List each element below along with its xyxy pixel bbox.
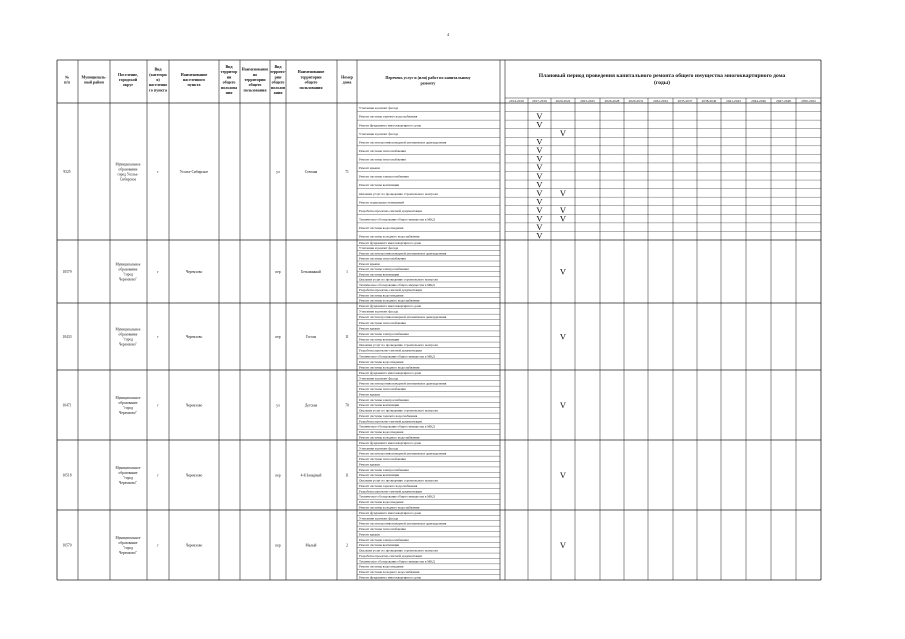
service-item: Ремонт системы электроснабжения <box>359 537 409 542</box>
service-item: Техническое обследование общего имущества в МКД <box>359 217 435 222</box>
service-item: Ремонт систем противопожарной автоматики и дымоудаления <box>359 140 447 145</box>
service-item: Ремонт системы электроснабжения <box>359 267 409 272</box>
service-item: Ремонт систем противопожарной автоматики и дымоудаления <box>359 315 447 320</box>
header-street_name-label: общего <box>304 79 318 85</box>
header-terr_type-label: общего <box>222 79 236 85</box>
service-item: Оказание услуг по проведению строительного контроля <box>359 277 438 282</box>
service-item: Ремонт системы холодного водоснабжения <box>359 234 420 239</box>
header-terr_type-label: Вид <box>225 64 233 69</box>
plan-mark-v: V <box>536 196 543 207</box>
plan-mark-v: V <box>559 127 567 138</box>
service-item: Ремонт крыши <box>359 532 380 537</box>
row-settlement: город Усолье- <box>117 172 139 177</box>
service-item: Ремонт системы холодного водоснабжения <box>359 298 420 303</box>
service-item: Ремонт систем противопожарной автоматики и дымоудаления <box>359 451 447 456</box>
header-terr_name-label: пользования <box>243 87 267 93</box>
service-item: Разработка проектно-сметной документации <box>359 553 422 558</box>
service-item: Ремонт системы холодного водоснабжения <box>359 570 420 575</box>
row-locality: Черемхово <box>185 270 203 274</box>
service-item: Ремонт системы вентиляции <box>359 403 400 408</box>
year-header: 2044-2046 <box>751 99 766 103</box>
service-item: Оказание услуг по проведению строительного контроля <box>359 408 438 413</box>
service-item: Ремонт фундамента многоквартирного дома <box>359 240 422 245</box>
service-item: Техническое обследование общего имущества в МКД <box>359 282 435 287</box>
service-item: Ремонт системы теплоснабжения <box>359 457 406 462</box>
service-item: Ремонт системы водоотведения <box>359 293 404 298</box>
service-item: Техническое обследование общего имущества в МКД <box>359 354 435 359</box>
row-settlement: Муниципальное <box>115 327 141 332</box>
service-item: Ремонт системы водоотведения <box>359 226 404 231</box>
service-item: Ремонт системы теплоснабжения <box>359 320 406 325</box>
row-house: 2 <box>346 543 348 548</box>
header-terr_name-label: Наименование <box>241 66 269 72</box>
header-type-label: Вид <box>154 66 162 72</box>
plan-mark-v: V <box>536 110 543 121</box>
row-settlement: Черемхово" <box>119 411 137 415</box>
row-settlement: Муниципальное <box>115 536 141 540</box>
row-settlement: Сибирское <box>119 177 137 182</box>
service-item: Ремонт системы теплоснабжения <box>359 256 406 261</box>
service-item: Ремонт системы теплоснабжения <box>359 387 406 392</box>
year-header: 2014-2016 <box>509 99 524 103</box>
row-settlement: Черемхово" <box>119 551 137 555</box>
service-item: Ремонт системы горячего водоснабжения <box>359 483 418 488</box>
plan-mark-v: V <box>559 331 567 342</box>
plan-mark-v: V <box>559 540 567 550</box>
header-period-label: (годы) <box>654 80 670 86</box>
year-header: 2020-2022 <box>555 99 571 103</box>
service-item: Ремонт крыши <box>359 392 380 397</box>
service-item: Техническое обследование общего имущества в МКД <box>359 424 435 429</box>
plan-mark-v: V <box>536 145 543 156</box>
plan-mark-v: V <box>536 205 543 216</box>
service-item: Утепление и ремонт фасада <box>359 446 399 451</box>
service-item: Ремонт крыши <box>359 326 380 331</box>
service-item: Ремонт системы электроснабжения <box>359 397 409 402</box>
row-street-type: пер <box>275 473 281 478</box>
header-municipal-label: ный район <box>84 79 104 85</box>
plan-mark-v: V <box>536 222 543 233</box>
table-grid <box>57 60 821 580</box>
service-item: Техническое обследование общего имущества в МКД <box>359 494 435 499</box>
header-street_type-label: пользов <box>270 84 286 90</box>
row-street-type: пер <box>275 270 281 274</box>
header-street_type-label: общего <box>271 79 285 85</box>
year-header: 2035-2037 <box>677 99 693 103</box>
header-terr_type-label: территор <box>220 69 238 75</box>
service-item: Разработка проектно-сметной документации <box>359 288 422 293</box>
plan-mark-v: V <box>536 153 543 164</box>
service-item: Оказание услуг по проведению строительного контроля <box>359 548 438 553</box>
row-settlement: образование <box>118 167 138 172</box>
row-settlement: образование <box>118 541 138 545</box>
header-locality-label: пункта <box>187 82 201 88</box>
plan-mark-v: V <box>559 470 567 480</box>
service-item: Ремонт системы водоотведения <box>359 359 404 364</box>
service-item: Ремонт системы водоотведения <box>359 500 404 505</box>
row-locality-type: г <box>157 170 159 174</box>
header-terr_name-label: территории <box>244 77 266 82</box>
year-header: 2050-2052 <box>801 99 816 103</box>
row-locality: Усолье-Сибирское <box>179 170 209 174</box>
header-street_name-label: Наименование <box>297 69 325 75</box>
service-item: Ремонт фундамента многоквартирного дома <box>359 123 422 128</box>
row-id: 10518 <box>62 473 72 478</box>
service-item: Разработка проектно-сметной документации <box>359 419 422 424</box>
row-locality: Черемхово <box>185 403 203 408</box>
service-item: Ремонт систем противопожарной автоматики и дымоудаления <box>359 521 447 526</box>
header-type-label: населенно <box>148 82 168 88</box>
row-id: 10570 <box>62 543 72 548</box>
row-house: 1 <box>346 270 348 274</box>
row-settlement: "город <box>123 406 133 410</box>
plan-mark-v: V <box>536 162 543 173</box>
row-street-type: ул <box>276 403 280 408</box>
service-item: Ремонт системы холодного водоснабжения <box>359 435 420 440</box>
header-terr_name-label: общего <box>248 82 262 88</box>
header-terr_name-label: но <box>252 71 258 77</box>
table-body <box>63 106 567 579</box>
row-settlement: Черемхово" <box>119 342 137 347</box>
plan-mark-v: V <box>536 213 543 224</box>
service-item: Ремонт системы горячего водоснабжения <box>359 114 418 119</box>
service-item: Ремонт фундамента многоквартирного дома <box>359 575 422 580</box>
service-item: Оказание услуг по проведению строительного контроля <box>359 191 438 196</box>
service-item: Ремонт системы водоотведения <box>359 564 404 569</box>
header-settlement-label: округ <box>122 82 134 88</box>
year-header: 2029-2031 <box>628 99 644 103</box>
service-item: Ремонт системы теплоснабжения <box>359 148 406 153</box>
header-street_name-label: пользования <box>299 84 323 90</box>
row-settlement: Черемхово" <box>119 277 137 282</box>
row-settlement: "город <box>123 272 133 277</box>
service-item: Ремонт системы теплоснабжения <box>359 157 406 162</box>
header-terr_type-label: ния <box>225 90 233 95</box>
year-header: 2038-2040 <box>701 99 717 103</box>
row-settlement: Черемхово" <box>119 481 137 485</box>
row-house: 70 <box>345 403 349 408</box>
service-item: Ремонт системы водоотведения <box>359 430 404 435</box>
header-type-label: го пункта <box>149 87 167 93</box>
service-item: Ремонт системы электроснабжения <box>359 331 409 336</box>
service-item: Ремонт крыши <box>359 462 380 467</box>
year-header: 2017-2019 <box>532 99 547 103</box>
service-item: Утепление и ремонт фасада <box>359 246 399 251</box>
row-locality-type: г <box>157 473 159 478</box>
service-item: Ремонт фундамента многоквартирного дома <box>359 370 422 375</box>
service-item: Ремонт подвальных помещений <box>359 200 404 205</box>
header-period-label: Плановый период проведения капитального ремонта общего имущества многоквартирного дома <box>538 73 786 79</box>
service-item: Ремонт системы вентиляции <box>359 543 400 548</box>
service-item: Ремонт систем противопожарной автоматики и дымоудаления <box>359 381 447 386</box>
service-item: Ремонт системы вентиляции <box>359 337 400 342</box>
row-id: 10433 <box>62 335 72 339</box>
service-item: Ремонт системы вентиляции <box>359 473 400 478</box>
year-header: 2032-2034 <box>653 99 668 103</box>
row-street-type: пер <box>275 335 281 339</box>
plan-mark-v: V <box>536 179 543 190</box>
year-header: 2023-2025 <box>580 99 595 103</box>
row-settlement: образование <box>118 401 138 405</box>
row-locality-type: г <box>157 335 159 339</box>
header-num-label: п/п <box>64 79 70 85</box>
plan-mark-v: V <box>536 187 543 198</box>
row-street: Безымянный <box>301 270 321 274</box>
service-item: Техническое обследование общего имущества в МКД <box>359 559 435 564</box>
year-header: 2026-2028 <box>604 99 620 103</box>
row-locality: Черемхово <box>185 473 203 478</box>
row-id: 10579 <box>62 270 72 274</box>
row-street-type: ул <box>276 170 280 174</box>
row-house: 11 <box>345 335 349 339</box>
row-settlement: образование <box>118 267 138 272</box>
header-locality-label: населенного <box>182 77 206 82</box>
row-settlement: "город <box>123 546 133 550</box>
service-item: Ремонт системы электроснабжения <box>359 467 409 472</box>
row-settlement: "город <box>123 476 133 480</box>
header-street_type-label: террито- <box>270 69 286 75</box>
row-street: Малый <box>305 543 317 548</box>
plan-mark-v: V <box>536 230 543 241</box>
row-settlement: Муниципальное <box>115 262 141 267</box>
plan-mark-v: V <box>536 170 543 181</box>
header-type-label: я) <box>156 77 160 82</box>
header-street_type-label: рии <box>274 74 282 80</box>
header-num-label: № <box>64 74 70 80</box>
row-id: 10471 <box>62 403 72 408</box>
service-item: Ремонт крыши <box>359 261 380 266</box>
row-settlement: образование <box>118 471 138 475</box>
plan-mark-v: V <box>559 266 567 277</box>
service-item: Разработка проектно-сметной документации <box>359 348 422 353</box>
service-item: Ремонт системы горячего водоснабжения <box>359 413 418 418</box>
service-item: Утепление и ремонт фасада <box>359 376 399 381</box>
header-street_name-label: территории <box>300 74 322 80</box>
header-settlement-label: городской <box>118 77 138 82</box>
service-item: Утепление и ремонт фасада <box>359 516 399 521</box>
header-street_type-label: ания <box>273 90 283 95</box>
service-item: Утепление и ремонт фасада <box>359 309 399 314</box>
service-item: Утепление и ремонт фасада <box>359 106 399 111</box>
plan-mark-v: V <box>536 136 543 147</box>
row-house: 11 <box>345 473 349 478</box>
service-item: Ремонт фундамента многоквартирного дома <box>359 304 422 309</box>
row-settlement: Муниципальное <box>115 466 141 470</box>
row-street-type: пер <box>275 543 281 548</box>
plan-mark-v: V <box>559 213 567 224</box>
service-item: Разработка проектно-сметной документации <box>359 208 422 213</box>
plan-mark-v: V <box>536 119 543 130</box>
service-item: Ремонт системы вентиляции <box>359 272 400 277</box>
year-header: 2047-2049 <box>776 99 791 103</box>
service-item: Ремонт системы холодного водоснабжения <box>359 505 420 510</box>
row-house: 71 <box>345 170 349 174</box>
header-terr_type-label: ии <box>226 74 232 80</box>
header-type-label: (категори <box>149 71 167 77</box>
header-house-label: дома <box>342 79 352 85</box>
year-header: 2041-2043 <box>726 99 741 103</box>
service-item: Ремонт фундамента многоквартирного дома <box>359 510 422 515</box>
row-locality-type: г <box>157 403 159 408</box>
row-settlement: Муниципальное <box>115 162 141 167</box>
header-locality-label: Наименование <box>180 71 208 77</box>
row-locality: Черемхово <box>185 543 203 548</box>
header-services-label: Перечень услуг и (или) работ по капитальному <box>385 75 471 80</box>
service-item: Утепление и ремонт фасада <box>359 131 399 136</box>
row-locality-type: г <box>157 270 159 274</box>
header-settlement-label: Поселение, <box>117 71 139 77</box>
row-settlement: "город <box>123 337 133 342</box>
service-item: Ремонт систем противопожарной автоматики и дымоудаления <box>359 251 447 256</box>
service-item: Ремонт крыши <box>359 166 380 171</box>
plan-mark-v: V <box>559 400 567 410</box>
service-item: Оказание услуг по проведению строительного контроля <box>359 343 438 348</box>
plan-mark-v: V <box>559 205 567 216</box>
table-header <box>64 64 816 103</box>
service-item: Ремонт системы холодного водоснабжения <box>359 365 420 370</box>
row-locality: Черемхово <box>185 335 203 339</box>
service-item: Оказание услуг по проведению строительного контроля <box>359 478 438 483</box>
row-locality-type: г <box>157 543 159 548</box>
service-item: Ремонт системы вентиляции <box>359 183 400 188</box>
header-services-label: ремонту <box>420 80 436 86</box>
row-street: Детская <box>304 403 318 408</box>
service-item: Ремонт системы электроснабжения <box>359 174 409 179</box>
header-street_type-label: Вид <box>274 64 282 69</box>
row-street: Гоголя <box>305 335 317 339</box>
header-municipal-label: Муниципаль- <box>81 74 107 80</box>
service-item: Разработка проектно-сметной документации <box>359 489 422 494</box>
service-item: Ремонт фундамента многоквартирного дома <box>359 440 422 445</box>
row-settlement: образование <box>118 332 138 337</box>
header-terr_type-label: пользова <box>220 84 238 90</box>
row-id: 9525 <box>63 170 71 174</box>
service-item: Ремонт системы теплоснабжения <box>359 527 406 532</box>
row-street: Степана <box>304 170 318 174</box>
plan-mark-v: V <box>559 187 567 198</box>
row-settlement: Муниципальное <box>115 396 141 400</box>
page-number: 4 <box>447 32 449 37</box>
header-house-label: Номер <box>341 74 353 80</box>
row-street: 4-й Западный <box>300 473 322 478</box>
